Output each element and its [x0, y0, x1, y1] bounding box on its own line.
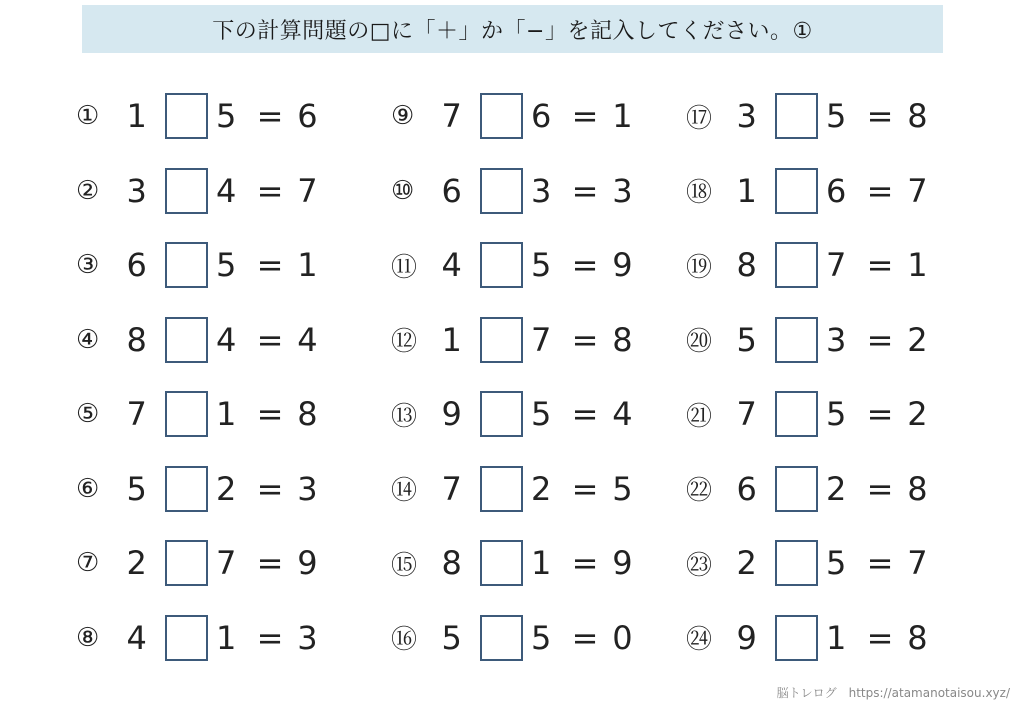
- result-value: 2: [907, 320, 928, 359]
- equals-sign: =: [866, 618, 894, 657]
- operator-answer-box[interactable]: [775, 168, 818, 214]
- result-value: 7: [297, 171, 318, 210]
- operator-answer-box[interactable]: [480, 540, 523, 586]
- operand-right: 5: [215, 97, 237, 136]
- result-value: 3: [612, 171, 633, 210]
- result-value: 7: [907, 171, 928, 210]
- problem-row: [76, 526, 336, 601]
- equals-sign: =: [256, 246, 284, 285]
- problem-row: [686, 601, 946, 676]
- operand-right: 5: [825, 97, 847, 136]
- equals-sign: =: [571, 544, 599, 583]
- problem-number: ②: [76, 175, 100, 206]
- problem-number: ⑧: [76, 622, 100, 653]
- problem-row: [391, 228, 651, 303]
- operand-left: 9: [441, 395, 462, 434]
- problem-grid: [76, 79, 946, 675]
- operand-left: 1: [126, 97, 147, 136]
- operand-right: 6: [825, 171, 847, 210]
- operand-right: 4: [215, 171, 237, 210]
- worksheet-title: 下の計算問題の□に「＋」か「−」を記入してください。①: [82, 5, 943, 53]
- site-credit: 脳トレログ https://atamanotaisou.xyz/: [776, 686, 1010, 700]
- operator-answer-box[interactable]: [165, 466, 208, 512]
- problem-row: [76, 303, 336, 378]
- operator-answer-box[interactable]: [480, 93, 523, 139]
- operand-right: 7: [215, 544, 237, 583]
- equals-sign: =: [866, 544, 894, 583]
- problem-number: ⑮: [391, 550, 418, 581]
- result-value: 9: [612, 544, 633, 583]
- operand-right: 3: [530, 171, 552, 210]
- result-value: 1: [907, 246, 928, 285]
- problem-number: ㉔: [686, 625, 713, 656]
- operand-right: 3: [825, 320, 847, 359]
- operand-left: 4: [441, 246, 462, 285]
- equals-sign: =: [571, 469, 599, 508]
- operand-left: 9: [736, 618, 757, 657]
- problem-row: [391, 526, 651, 601]
- problem-row: [76, 377, 336, 452]
- operand-right: 5: [530, 618, 552, 657]
- operand-left: 8: [441, 544, 462, 583]
- result-value: 0: [612, 618, 633, 657]
- operand-right: 5: [530, 246, 552, 285]
- equals-sign: =: [866, 246, 894, 285]
- problem-number: ⑥: [76, 473, 100, 504]
- result-value: 1: [612, 97, 633, 136]
- problem-number: ①: [76, 101, 100, 132]
- problem-number: ⑭: [391, 476, 418, 507]
- problem-number: ⑰: [686, 103, 713, 134]
- equals-sign: =: [866, 171, 894, 210]
- operator-answer-box[interactable]: [775, 466, 818, 512]
- operand-left: 3: [736, 97, 757, 136]
- operand-right: 1: [530, 544, 552, 583]
- problem-number: ⑲: [686, 252, 713, 283]
- operator-answer-box[interactable]: [775, 540, 818, 586]
- problem-row: [686, 377, 946, 452]
- operator-answer-box[interactable]: [775, 317, 818, 363]
- operand-right: 2: [530, 469, 552, 508]
- problem-number: ㉒: [686, 476, 713, 507]
- problem-number: ⑳: [686, 327, 713, 358]
- result-value: 8: [907, 97, 928, 136]
- result-value: 8: [907, 618, 928, 657]
- problem-row: [391, 154, 651, 229]
- equals-sign: =: [866, 320, 894, 359]
- operator-answer-box[interactable]: [480, 615, 523, 661]
- equals-sign: =: [256, 544, 284, 583]
- operand-left: 1: [736, 171, 757, 210]
- operator-answer-box[interactable]: [480, 242, 523, 288]
- operator-answer-box[interactable]: [165, 317, 208, 363]
- equals-sign: =: [571, 246, 599, 285]
- operator-answer-box[interactable]: [480, 466, 523, 512]
- operator-answer-box[interactable]: [165, 615, 208, 661]
- operand-left: 5: [126, 469, 147, 508]
- problem-row: [76, 79, 336, 154]
- result-value: 9: [612, 246, 633, 285]
- operand-right: 1: [215, 395, 237, 434]
- equals-sign: =: [571, 320, 599, 359]
- problem-number: ㉓: [686, 550, 713, 581]
- problem-number: ⑨: [391, 101, 415, 132]
- problem-row: [391, 452, 651, 527]
- operator-answer-box[interactable]: [165, 391, 208, 437]
- equals-sign: =: [571, 618, 599, 657]
- problem-row: [391, 601, 651, 676]
- result-value: 1: [297, 246, 318, 285]
- operator-answer-box[interactable]: [775, 93, 818, 139]
- problem-row: [686, 452, 946, 527]
- problem-row: [76, 601, 336, 676]
- problem-number: ⑦: [76, 548, 100, 579]
- operand-right: 1: [215, 618, 237, 657]
- problem-number: ⑩: [391, 175, 415, 206]
- operand-left: 4: [126, 618, 147, 657]
- result-value: 6: [297, 97, 318, 136]
- operand-left: 5: [736, 320, 757, 359]
- problem-number: ⑱: [686, 178, 713, 209]
- operand-left: 2: [736, 544, 757, 583]
- problem-number: ㉑: [686, 401, 713, 432]
- equals-sign: =: [571, 171, 599, 210]
- equals-sign: =: [571, 97, 599, 136]
- result-value: 4: [297, 320, 318, 359]
- result-value: 2: [907, 395, 928, 434]
- problem-row: [686, 303, 946, 378]
- operator-answer-box[interactable]: [165, 242, 208, 288]
- operand-right: 6: [530, 97, 552, 136]
- equals-sign: =: [256, 618, 284, 657]
- operand-left: 6: [126, 246, 147, 285]
- problem-row: [391, 377, 651, 452]
- operand-right: 5: [530, 395, 552, 434]
- result-value: 8: [907, 469, 928, 508]
- operator-answer-box[interactable]: [480, 317, 523, 363]
- operand-right: 5: [825, 544, 847, 583]
- equals-sign: =: [256, 320, 284, 359]
- operand-right: 2: [825, 469, 847, 508]
- problem-row: [76, 154, 336, 229]
- equals-sign: =: [256, 469, 284, 508]
- operand-left: 7: [126, 395, 147, 434]
- equals-sign: =: [256, 395, 284, 434]
- problem-number: ⑪: [391, 252, 418, 283]
- result-value: 7: [907, 544, 928, 583]
- problem-number: ⑯: [391, 625, 418, 656]
- operator-answer-box[interactable]: [480, 391, 523, 437]
- operand-right: 1: [825, 618, 847, 657]
- problem-column-1: [76, 79, 336, 675]
- operator-answer-box[interactable]: [165, 168, 208, 214]
- operator-answer-box[interactable]: [775, 391, 818, 437]
- result-value: 8: [612, 320, 633, 359]
- equals-sign: =: [571, 395, 599, 434]
- equals-sign: =: [256, 171, 284, 210]
- operand-left: 5: [441, 618, 462, 657]
- problem-number: ⑫: [391, 327, 418, 358]
- problem-number: ⑬: [391, 401, 418, 432]
- operator-answer-box[interactable]: [165, 93, 208, 139]
- operand-left: 1: [441, 320, 462, 359]
- result-value: 8: [297, 395, 318, 434]
- problem-row: [391, 303, 651, 378]
- operand-left: 8: [736, 246, 757, 285]
- problem-row: [391, 79, 651, 154]
- problem-row: [76, 452, 336, 527]
- problem-row: [686, 154, 946, 229]
- operand-right: 5: [825, 395, 847, 434]
- operand-right: 2: [215, 469, 237, 508]
- problem-number: ③: [76, 250, 100, 281]
- problem-row: [686, 526, 946, 601]
- operand-left: 7: [441, 97, 462, 136]
- operand-left: 6: [441, 171, 462, 210]
- operand-left: 7: [441, 469, 462, 508]
- result-value: 3: [297, 469, 318, 508]
- equals-sign: =: [866, 469, 894, 508]
- operand-right: 7: [530, 320, 552, 359]
- problem-row: [686, 79, 946, 154]
- result-value: 5: [612, 469, 633, 508]
- problem-column-3: [686, 79, 946, 675]
- problem-number: ⑤: [76, 399, 100, 430]
- problem-row: [76, 228, 336, 303]
- operand-right: 4: [215, 320, 237, 359]
- problem-column-2: [391, 79, 651, 675]
- operand-left: 2: [126, 544, 147, 583]
- equals-sign: =: [866, 97, 894, 136]
- operand-left: 7: [736, 395, 757, 434]
- operand-right: 7: [825, 246, 847, 285]
- operator-answer-box[interactable]: [775, 615, 818, 661]
- result-value: 4: [612, 395, 633, 434]
- equals-sign: =: [866, 395, 894, 434]
- operand-left: 8: [126, 320, 147, 359]
- result-value: 9: [297, 544, 318, 583]
- operator-answer-box[interactable]: [775, 242, 818, 288]
- problem-number: ④: [76, 324, 100, 355]
- equals-sign: =: [256, 97, 284, 136]
- problem-row: [686, 228, 946, 303]
- operand-right: 5: [215, 246, 237, 285]
- operand-left: 6: [736, 469, 757, 508]
- result-value: 3: [297, 618, 318, 657]
- operator-answer-box[interactable]: [165, 540, 208, 586]
- operand-left: 3: [126, 171, 147, 210]
- operator-answer-box[interactable]: [480, 168, 523, 214]
